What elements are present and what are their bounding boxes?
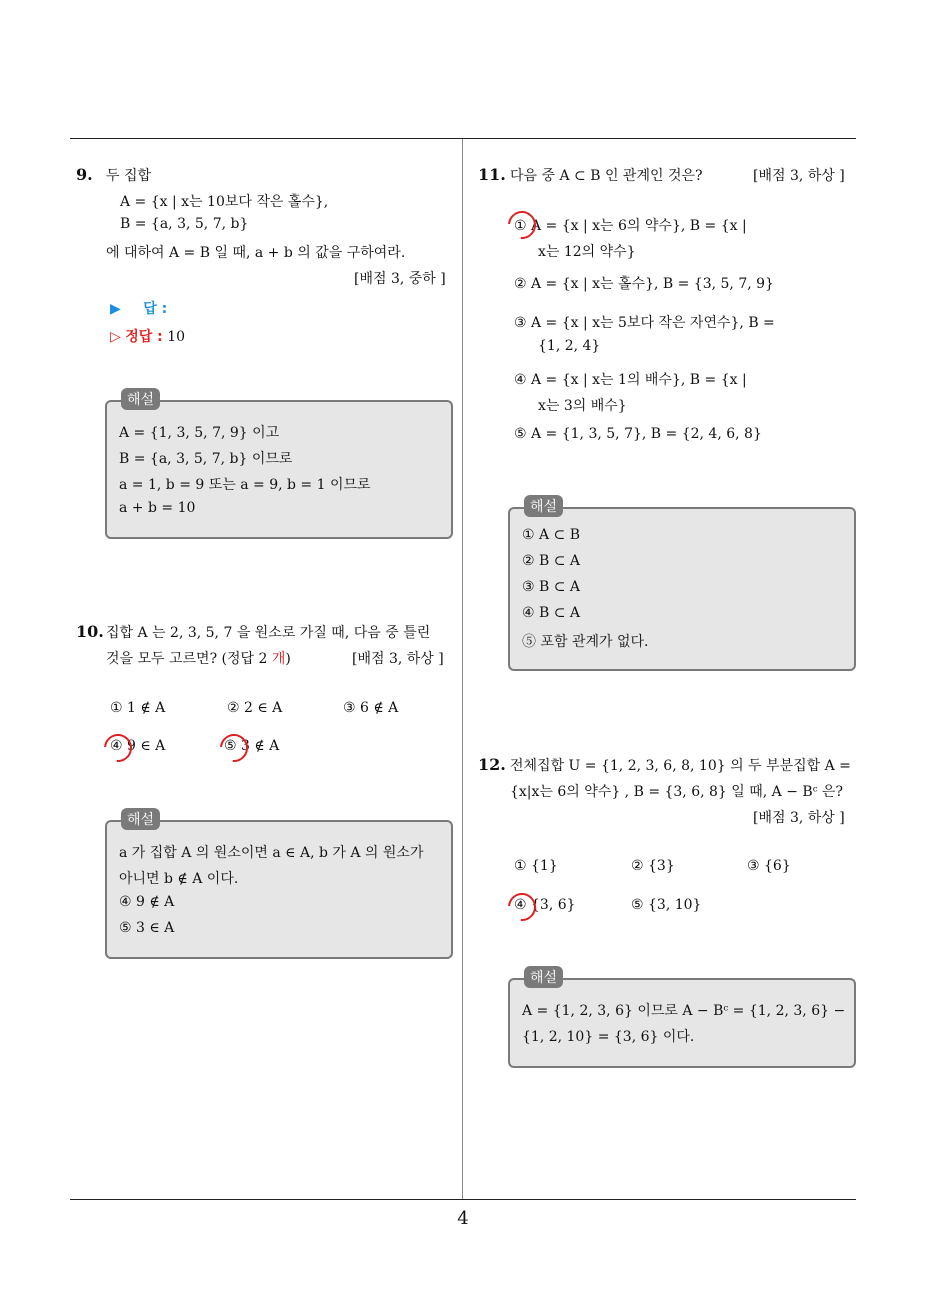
question-text: {x|x는 6의 약수} , B = {3, 6, 8} 일 때, A − Bᶜ 은?: [510, 784, 844, 800]
score: [배점 3, 중하 ]: [354, 271, 446, 287]
correct-value: 10: [167, 329, 186, 345]
solution-tag: 해설: [524, 495, 563, 517]
question-text: 에 대하여 A = B 일 때, a + b 의 값을 구하여라.: [106, 245, 406, 261]
option-4-cont: x는 3의 배수}: [538, 398, 627, 414]
page-number: 4: [457, 1208, 469, 1229]
solution-tag: 해설: [524, 966, 563, 988]
answer-row: [110, 298, 167, 318]
question-text: B = {a, 3, 5, 7, b}: [120, 216, 249, 232]
option-3-cont: {1, 2, 4}: [538, 338, 601, 354]
solution-line: {1, 2, 10} = {3, 6} 이다.: [522, 1029, 695, 1045]
triangle-outline-icon: ▷: [110, 329, 121, 345]
question-number: 9.: [76, 165, 93, 184]
solution-box: [105, 392, 453, 539]
answer-label: 답 :: [143, 301, 168, 317]
question-text: 것을 모두 고르면? (정답 2 개): [106, 651, 291, 667]
solution-line: a 가 집합 A 의 원소이면 a ∈ A, b 가 A 의 원소가: [119, 845, 424, 861]
solution-line: ⑤ 3 ∈ A: [119, 920, 175, 936]
solution-box: [508, 499, 856, 671]
option-2[interactable]: ② 2 ∈ A: [227, 700, 283, 716]
solution-line: ② B ⊂ A: [522, 553, 581, 569]
question-number: 10.: [76, 622, 104, 641]
option-1[interactable]: ① 1 ∉ A: [110, 700, 166, 716]
solution-line: A = {1, 2, 3, 6} 이므로 A − Bᶜ = {1, 2, 3, 6} −: [522, 1003, 846, 1019]
selected-mark-icon: [502, 205, 541, 244]
solution-tag: 해설: [121, 388, 160, 410]
solution-box: [105, 812, 453, 959]
question-text: A = {x | x는 10보다 작은 홀수},: [120, 194, 329, 210]
solution-line: a = 1, b = 9 또는 a = 9, b = 1 이므로: [119, 477, 371, 493]
score: [배점 3, 하상 ]: [753, 168, 845, 184]
top-rule: [70, 138, 856, 139]
solution-line: ③ B ⊂ A: [522, 579, 581, 595]
question-number: 11.: [478, 165, 506, 184]
option-5[interactable]: ⑤ {3, 10}: [631, 897, 702, 913]
option-1-cont: x는 12의 약수}: [538, 244, 636, 260]
option-3[interactable]: ③ A = {x | x는 5보다 작은 자연수}, B =: [514, 315, 775, 331]
score: [배점 3, 하상 ]: [753, 810, 845, 826]
solution-line: A = {1, 3, 5, 7, 9} 이고: [119, 425, 280, 441]
solution-line: ⑤ 포함 관계가 없다.: [522, 634, 649, 650]
solution-line: B = {a, 3, 5, 7, b} 이므로: [119, 451, 293, 467]
column-divider: [462, 139, 463, 1200]
option-4[interactable]: ④ 9 ∈ A: [110, 738, 166, 754]
question-number: 12.: [478, 755, 506, 774]
option-2[interactable]: ② A = {x | x는 홀수}, B = {3, 5, 7, 9}: [514, 276, 774, 292]
option-4[interactable]: ④ A = {x | x는 1의 배수}, B = {x |: [514, 372, 747, 388]
question-text: 다음 중 A ⊂ B 인 관계인 것은?: [510, 168, 703, 184]
option-2[interactable]: ② {3}: [631, 858, 675, 874]
option-4[interactable]: ④ {3, 6}: [514, 897, 576, 913]
question-text: 전체집합 U = {1, 2, 3, 6, 8, 10} 의 두 부분집합 A =: [510, 758, 851, 774]
solution-line: a + b = 10: [119, 500, 196, 516]
option-3[interactable]: ③ 6 ∉ A: [343, 700, 399, 716]
question-text: 집합 A 는 2, 3, 5, 7 을 원소로 가질 때, 다음 중 틀린: [106, 625, 431, 641]
selected-mark-icon: [214, 728, 253, 767]
option-5[interactable]: ⑤ 3 ∉ A: [224, 738, 280, 754]
option-1[interactable]: ① A = {x | x는 6의 약수}, B = {x |: [514, 218, 747, 234]
option-1[interactable]: ① {1}: [514, 858, 558, 874]
solution-line: ④ 9 ∉ A: [119, 894, 175, 910]
option-5[interactable]: ⑤ A = {1, 3, 5, 7}, B = {2, 4, 6, 8}: [514, 426, 762, 442]
correct-label: 정답 :: [125, 329, 163, 345]
bottom-rule: [70, 1199, 856, 1200]
option-3[interactable]: ③ {6}: [747, 858, 791, 874]
solution-tag: 해설: [121, 808, 160, 830]
solution-line: ① A ⊂ B: [522, 527, 581, 543]
correct-answer-row: [110, 326, 185, 346]
score: [배점 3, 하상 ]: [352, 651, 444, 667]
solution-box: [508, 970, 856, 1068]
selected-mark-icon: [98, 728, 137, 767]
play-icon: ▶: [110, 301, 121, 317]
solution-line: 아니면 b ∉ A 이다.: [119, 871, 239, 887]
question-text: 두 집합: [106, 168, 152, 184]
solution-line: ④ B ⊂ A: [522, 605, 581, 621]
selected-mark-icon: [502, 887, 541, 926]
